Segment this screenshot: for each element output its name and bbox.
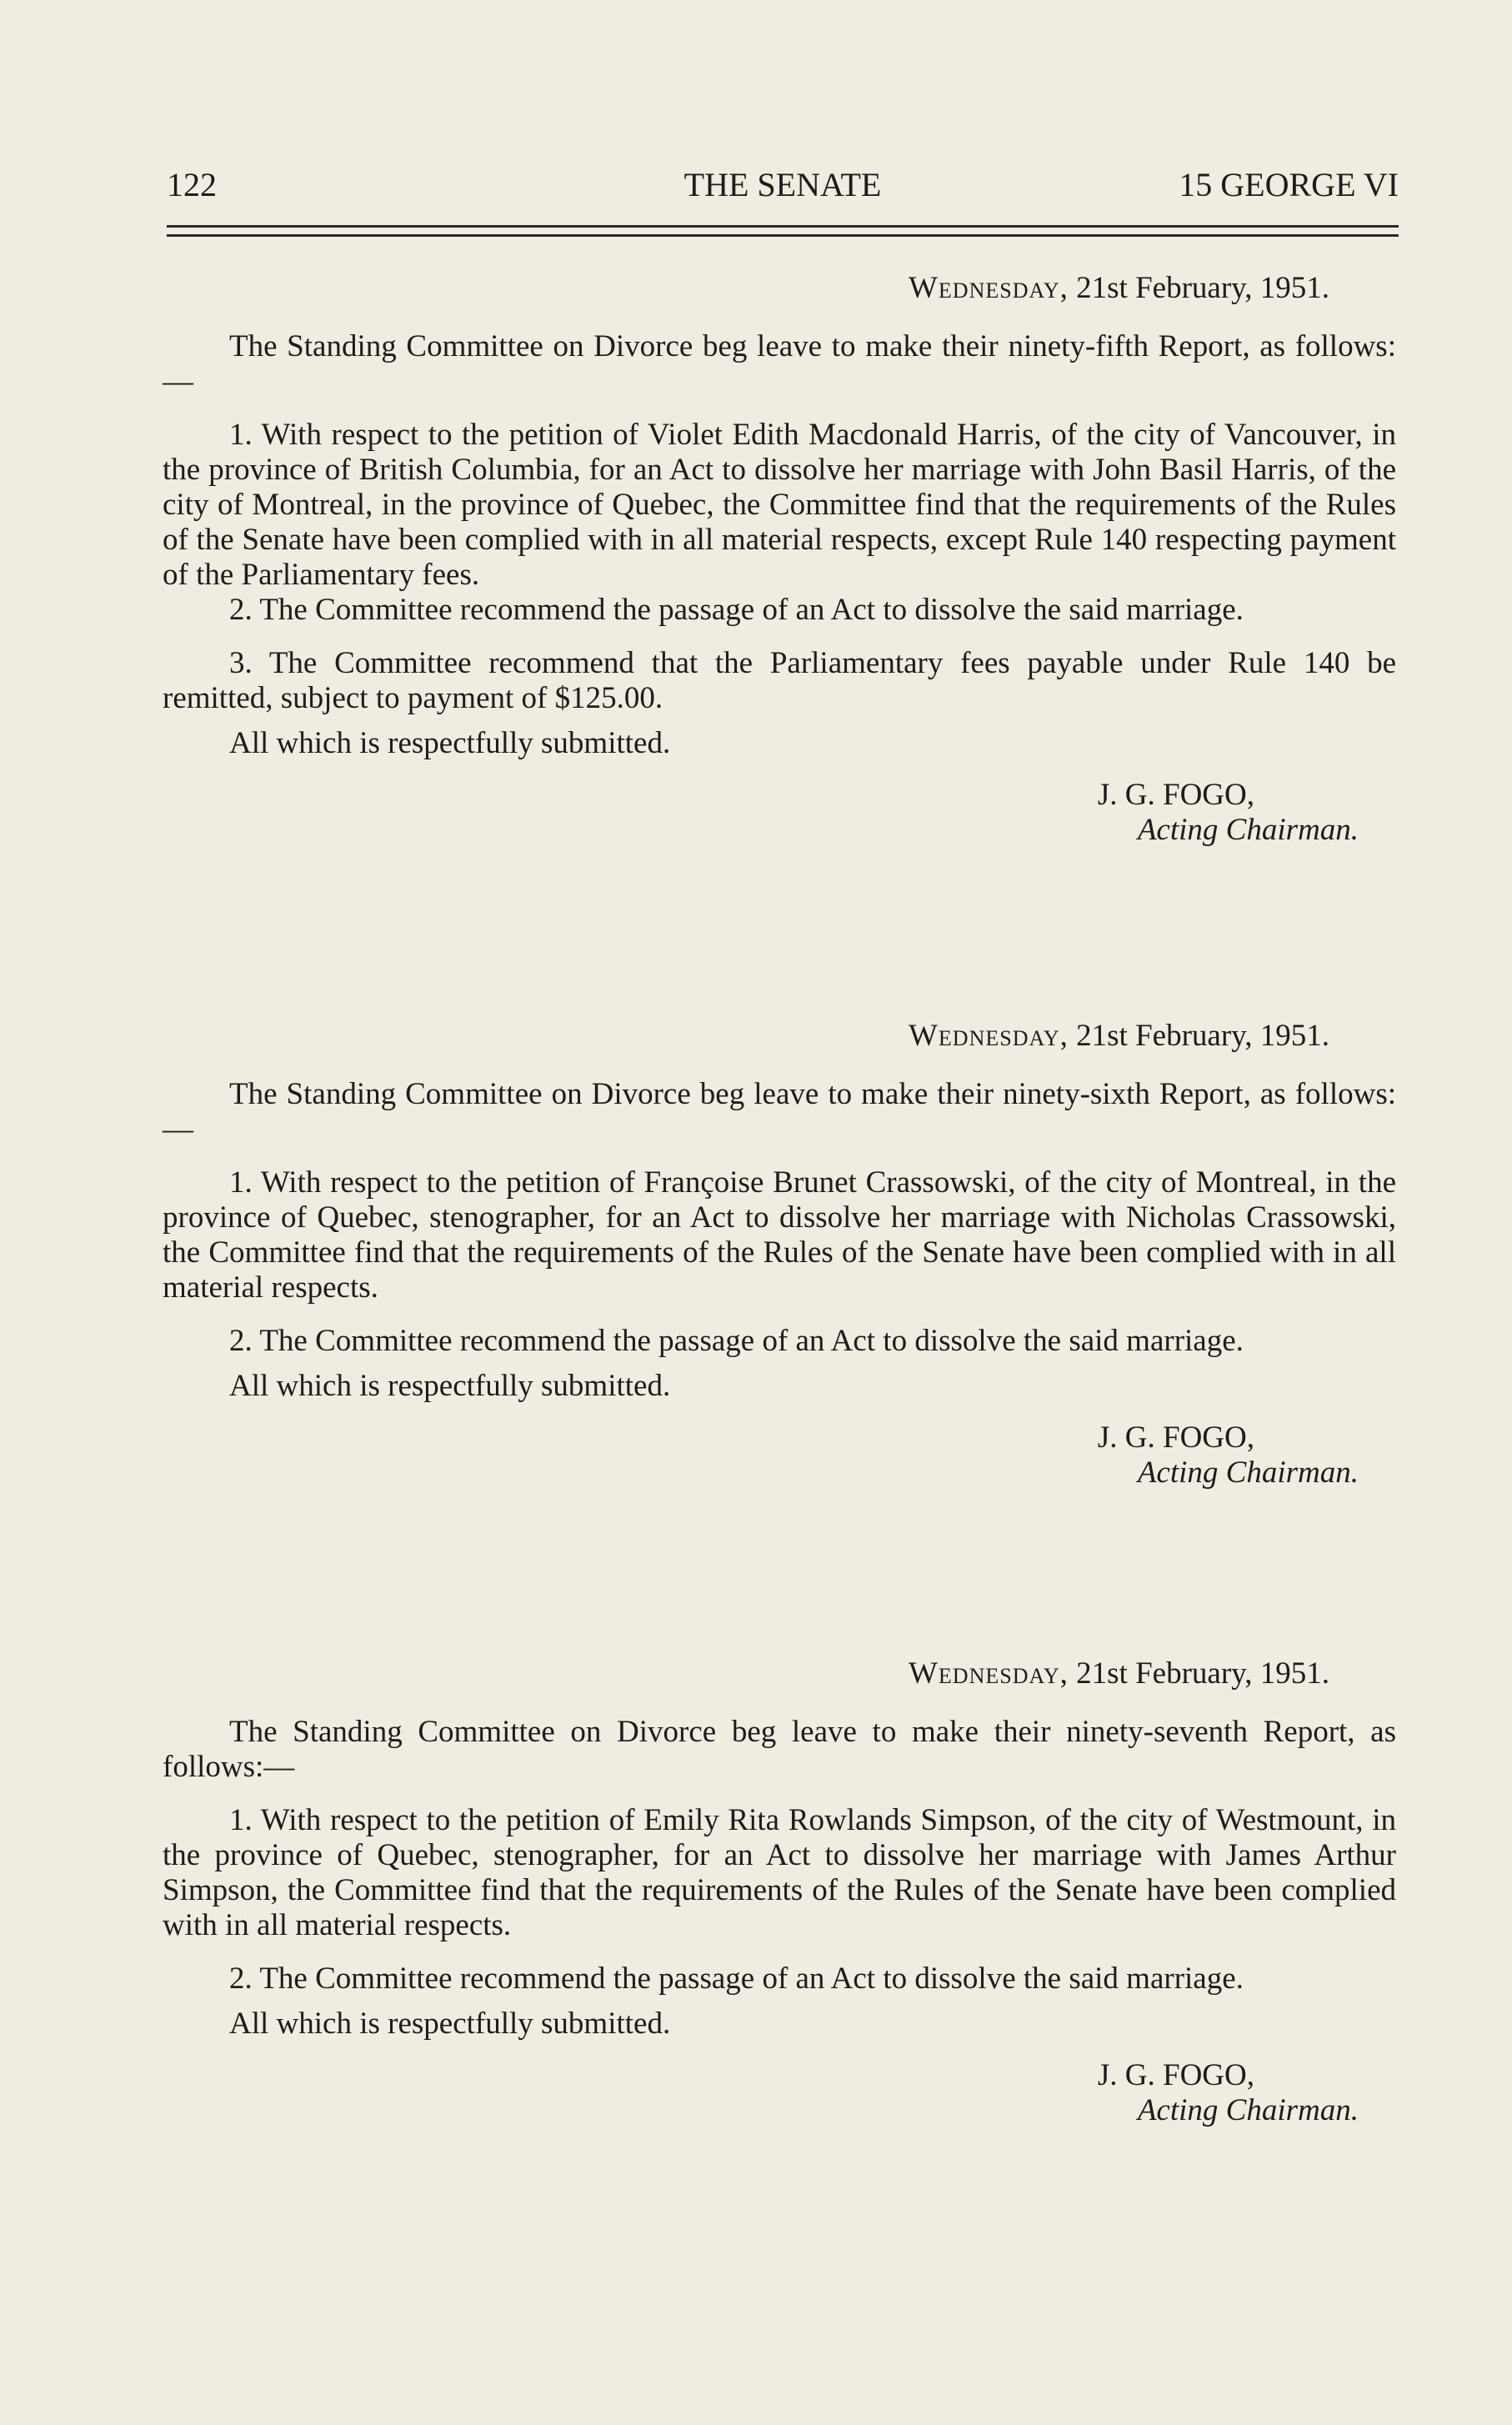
report-date-text: 21st February, 1951. — [1076, 1656, 1329, 1691]
report-paragraph: 2. The Committee recommend the passage of an Act to dissolve the said marriage. — [229, 1962, 1244, 1996]
report-date — [163, 271, 1396, 306]
report-weekday: Wednesday, — [909, 1656, 1069, 1691]
report-paragraph: 1. With respect to the petition of Emily Rita Rowlands Simpson, of the city of Westmount, in the province of Quebec, stenographer, for an Act to dissolve her marriage with James Arthur Simpson, the Committee find that the requirements of the Rules of the Senate have been complied with in all material respects. — [163, 1803, 1396, 1942]
report-weekday: Wednesday, — [909, 1019, 1069, 1053]
page-number: 122 — [167, 166, 217, 203]
signatory-name: J. G. FOGO, — [1097, 778, 1254, 812]
report-97 — [163, 1656, 1396, 2128]
signatory-name: J. G. FOGO, — [1097, 2058, 1254, 2092]
regnal-year: 15 GEORGE VI — [1179, 166, 1399, 203]
report-weekday: Wednesday, — [909, 271, 1069, 305]
signatory-name: J. G. FOGO, — [1097, 1420, 1254, 1455]
report-intro: The Standing Committee on Divorce beg leave to make their ninety-sixth Report, as follows:— — [163, 1077, 1396, 1146]
report-date-text: 21st February, 1951. — [1076, 1019, 1329, 1053]
report-date-text: 21st February, 1951. — [1076, 271, 1329, 305]
report-date — [163, 1656, 1396, 1691]
signatory-title: Acting Chairman. — [1137, 813, 1359, 847]
running-title: THE SENATE — [683, 166, 882, 203]
report-96 — [163, 1019, 1396, 1491]
report-intro: The Standing Committee on Divorce beg leave to make their ninety-fifth Report, as follows:— — [163, 329, 1396, 398]
report-paragraph: 1. With respect to the petition of Françoise Brunet Crassowski, of the city of Montreal, in the province of Quebec, stenographer, for an Act to dissolve her marriage with Nicholas Crassowski, the Committee find that the requirements of the Rules of the Senate have been complied with in all material respects. — [163, 1165, 1396, 1305]
report-paragraph: 2. The Committee recommend the passage of an Act to dissolve the said marriage. — [229, 593, 1244, 627]
signatory-title: Acting Chairman. — [1137, 1456, 1359, 1490]
report-paragraph: 1. With respect to the petition of Violet Edith Macdonald Harris, of the city of Vancouver, in the province of British Columbia, for an Act to dissolve her marriage with John Basil Harris, of the city of Montreal, in the province of Quebec, the Committee find that the requirements of the Rules of the Senate have been complied with in all material respects, except Rule 140 respecting payment of the Parliamentary fees. — [163, 418, 1396, 592]
report-paragraph: 2. The Committee recommend the passage of an Act to dissolve the said marriage. — [229, 1324, 1244, 1358]
report-closing: All which is respectfully submitted. — [229, 1369, 671, 1403]
header-rule-bottom — [167, 234, 1399, 237]
report-paragraph: 3. The Committee recommend that the Parliamentary fees payable under Rule 140 be remitted, subject to payment of $125.00. — [163, 646, 1396, 715]
report-date — [163, 1019, 1396, 1054]
report-95 — [163, 271, 1396, 848]
signatory-title: Acting Chairman. — [1137, 2093, 1359, 2127]
header-rule-top — [167, 225, 1399, 228]
report-closing: All which is respectfully submitted. — [229, 2007, 671, 2041]
report-closing: All which is respectfully submitted. — [229, 726, 671, 760]
report-intro: The Standing Committee on Divorce beg leave to make their ninety-seventh Report, as follows:— — [163, 1715, 1396, 1784]
